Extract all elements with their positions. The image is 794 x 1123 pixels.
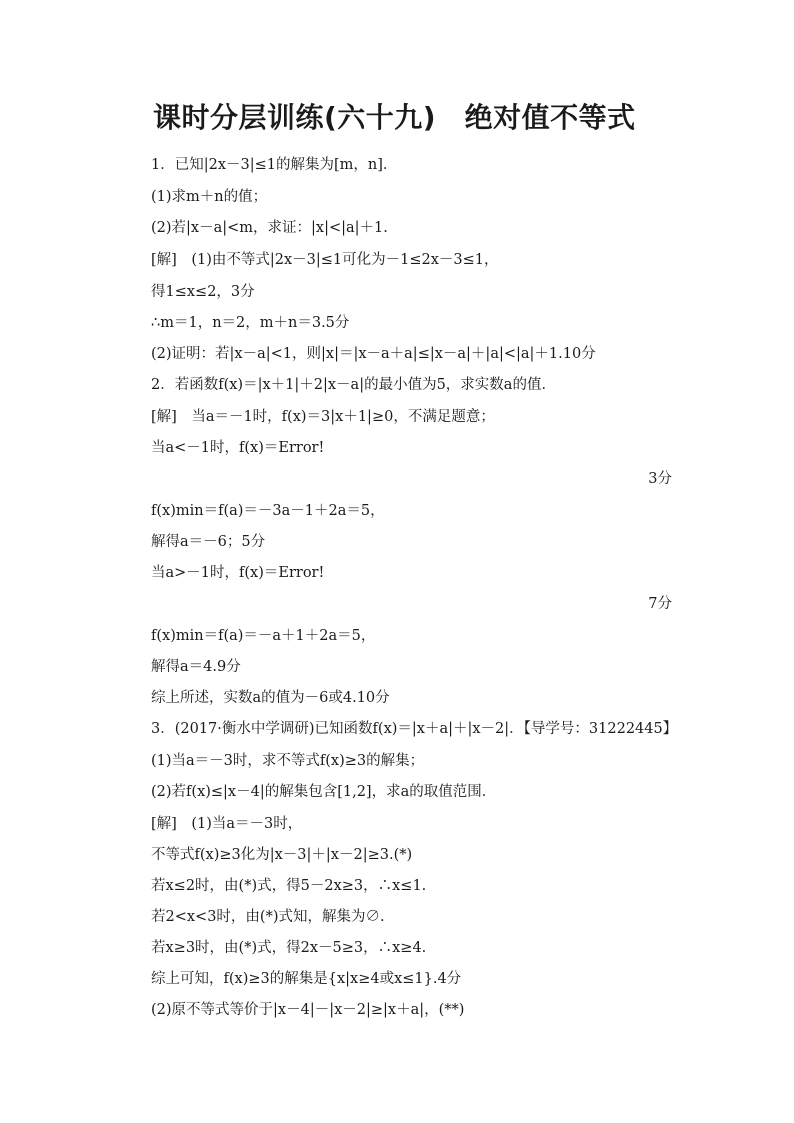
problem-1-statement: 1．已知|2x－3|≤1的解集为[m，n]．: [151, 157, 398, 173]
problem-3-part-2: (2)若f(x)≤|x－4|的解集包含[1,2]，求a的取值范围．: [151, 784, 497, 800]
solution-3-line-6: 综上可知，f(x)≥3的解集是{x|x≥4或x≤1}.4分: [151, 971, 462, 987]
solution-2-line-3: f(x)min＝f(a)＝－3a－1＋2a＝5，: [151, 503, 385, 519]
solution-3-line-1: [解] (1)当a＝－3时，: [151, 816, 303, 832]
page-title: 课时分层训练(六十九) 绝对值不等式: [153, 101, 636, 134]
solution-1-line-3: ∴m＝1，n＝2，m＋n＝3.5分: [151, 315, 350, 331]
problem-3-part-1: (1)当a＝－3时，求不等式f(x)≥3的解集；: [151, 753, 425, 769]
solution-2-line-5: 当a>－1时，f(x)＝Error!: [151, 565, 325, 581]
solution-3-line-3: 若x≤2时，由(*)式，得5－2x≥3，∴x≤1.: [151, 878, 427, 894]
problem-3-statement: 3．(2017·衡水中学调研)已知函数f(x)＝|x＋a|＋|x－2|．【导学号：31222445】: [151, 721, 678, 737]
problem-1-part-2: (2)若|x－a|<m，求证：|x|<|a|＋1.: [151, 220, 388, 236]
solution-2-line-8: 综上所述，实数a的值为－6或4.10分: [151, 690, 390, 706]
solution-2-line-7: 解得a＝4.9分: [151, 659, 241, 675]
solution-2-line-4: 解得a＝－6；5分: [151, 534, 266, 550]
score-label: 7分: [648, 596, 672, 612]
solution-2-line-2: 当a<－1时，f(x)＝Error!: [151, 440, 325, 456]
solution-1-line-2: 得1≤x≤2，3分: [151, 284, 255, 300]
solution-1-line-4: (2)证明：若|x－a|<1，则|x|＝|x－a＋a|≤|x－a|＋|a|<|a|＋1.10分: [151, 346, 596, 362]
solution-3-line-5: 若x≥3时，由(*)式，得2x－5≥3，∴x≥4.: [151, 940, 427, 956]
score-label: 3分: [648, 471, 672, 487]
solution-3-line-4: 若2<x<3时，由(*)式知，解集为∅.: [151, 909, 385, 925]
solution-3-line-2: 不等式f(x)≥3化为|x－3|＋|x－2|≥3.(*): [151, 847, 413, 863]
problem-2-statement: 2．若函数f(x)＝|x＋1|＋2|x－a|的最小值为5，求实数a的值．: [151, 377, 556, 393]
solution-1-line-1: [解] (1)由不等式|2x－3|≤1可化为－1≤2x－3≤1，: [151, 252, 499, 268]
solution-2-line-1: [解] 当a＝－1时，f(x)＝3|x＋1|≥0，不满足题意；: [151, 409, 495, 425]
problem-1-part-1: (1)求m＋n的值；: [151, 189, 268, 205]
solution-3-line-7: (2)原不等式等价于|x－4|－|x－2|≥|x＋a|，(**): [151, 1002, 465, 1018]
solution-2-line-6: f(x)min＝f(a)＝－a＋1＋2a＝5，: [151, 628, 376, 644]
